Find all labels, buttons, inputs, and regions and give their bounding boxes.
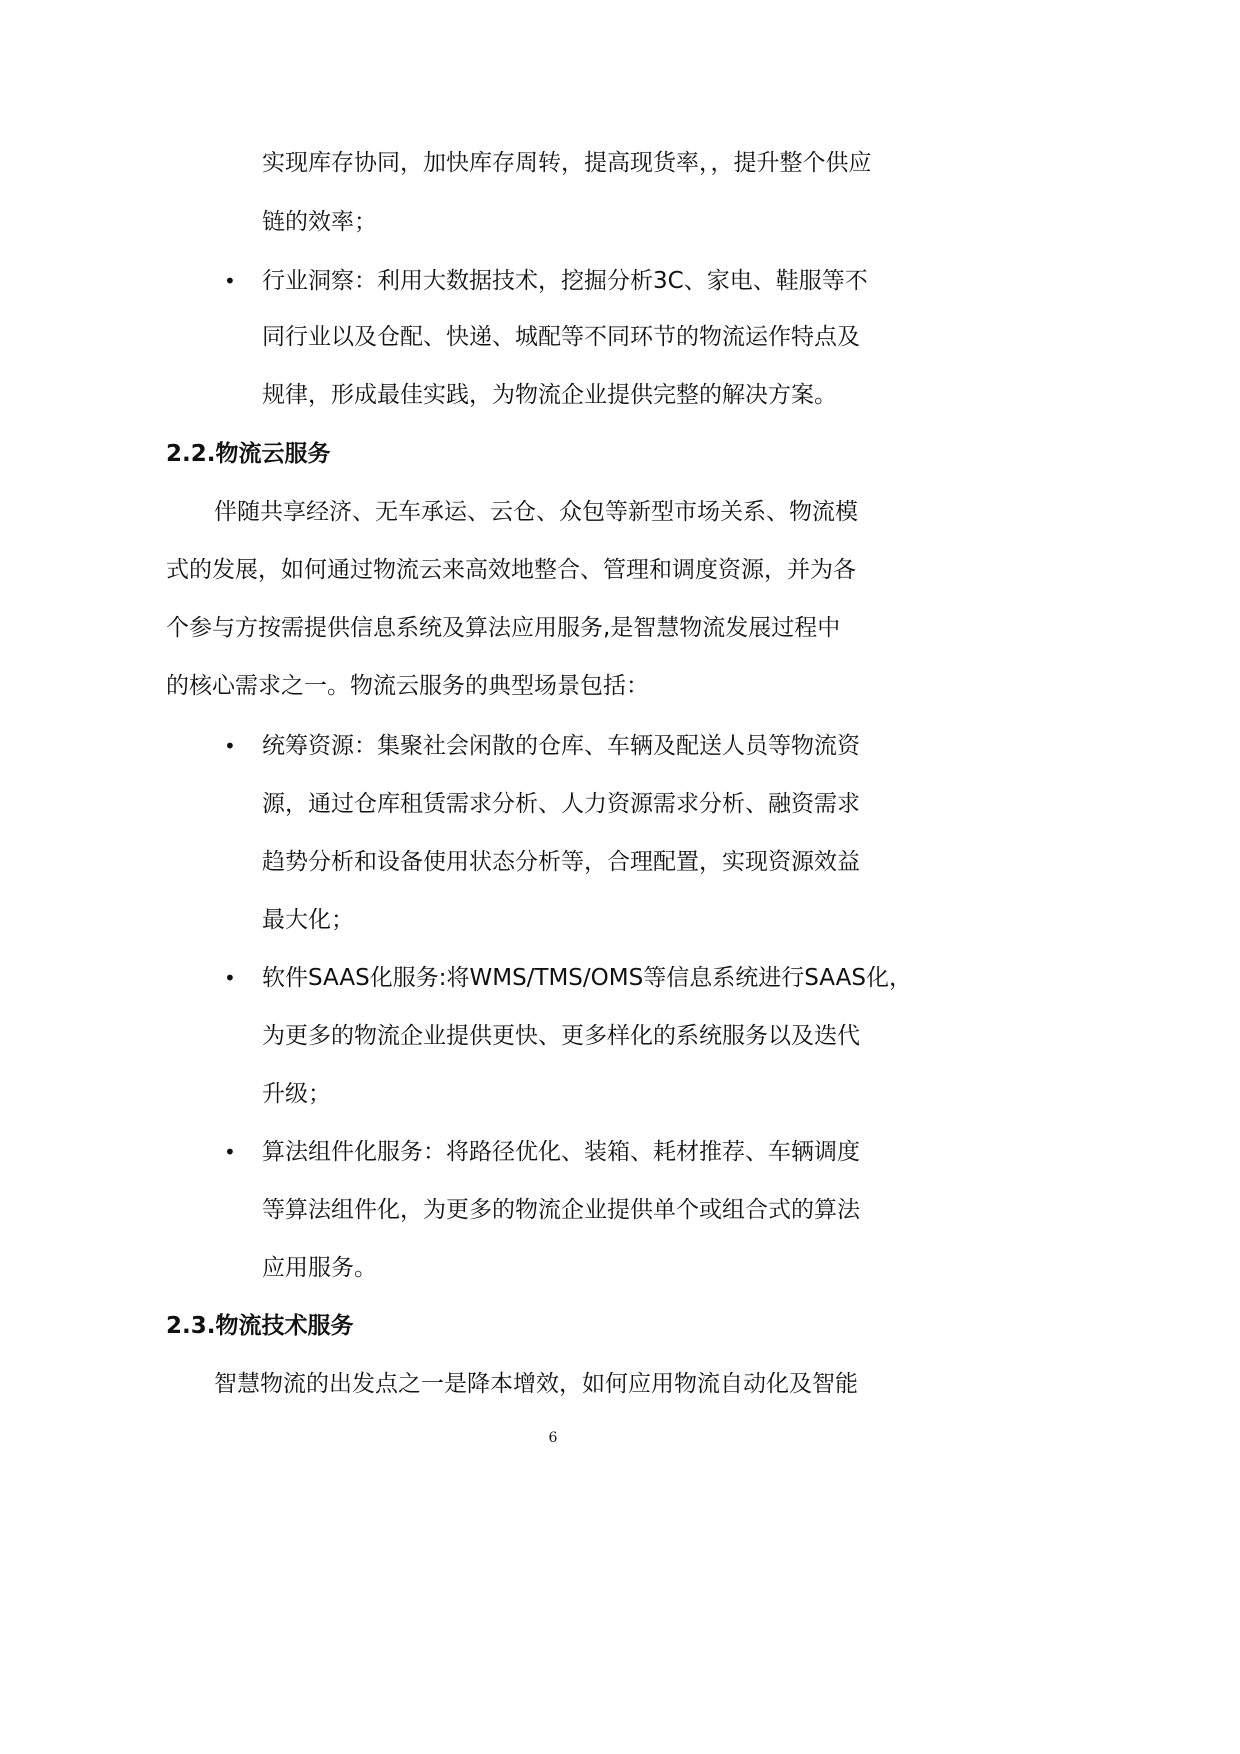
page-number: 6 — [548, 1430, 558, 1446]
list-item-line: 算法组件化服务：将路径优化、装箱、耗材推荐、车辆调度 — [262, 1139, 860, 1165]
list-item-line: 趋势分析和设备使用状态分析等，合理配置，实现资源效益 — [262, 849, 860, 875]
paragraph-line: 智慧物流的出发点之一是降本增效，如何应用物流自动化及智能 — [214, 1371, 858, 1397]
list-item-line: 为更多的物流企业提供更快、更多样化的系统服务以及迭代 — [262, 1023, 860, 1049]
list-item-line: 行业洞察：利用大数据技术，挖掘分析3C、家电、鞋服等不 — [262, 268, 868, 294]
bullet-icon: • — [224, 269, 236, 293]
paragraph-line: 式的发展，如何通过物流云来高效地整合、管理和调度资源，并为各 — [166, 557, 856, 583]
bullet-icon: • — [224, 1140, 236, 1164]
list-item-line: 升级； — [262, 1081, 331, 1107]
paragraph-line: 个参与方按需提供信息系统及算法应用服务,是智慧物流发展过程中 — [166, 615, 841, 641]
paragraph-line: 的核心需求之一。物流云服务的典型场景包括： — [166, 673, 649, 699]
bullet-icon: • — [224, 966, 236, 990]
bullet-icon: • — [224, 734, 236, 758]
section-heading: 2.3.物流技术服务 — [166, 1313, 354, 1339]
list-item-line: 规律，形成最佳实践，为物流企业提供完整的解决方案。 — [262, 382, 837, 408]
paragraph-line: 链的效率； — [262, 209, 377, 235]
list-item-line: 最大化； — [262, 907, 354, 933]
list-item-line: 软件SAAS化服务:将WMS/TMS/OMS等信息系统进行SAAS化， — [262, 965, 912, 991]
list-item-line: 同行业以及仓配、快递、城配等不同环节的物流运作特点及 — [262, 324, 860, 350]
list-item-line: 统筹资源：集聚社会闲散的仓库、车辆及配送人员等物流资 — [262, 733, 860, 759]
list-item-line: 应用服务。 — [262, 1255, 377, 1281]
paragraph-line: 伴随共享经济、无车承运、云仓、众包等新型市场关系、物流模 — [214, 499, 858, 525]
list-item-line: 等算法组件化，为更多的物流企业提供单个或组合式的算法 — [262, 1197, 860, 1223]
section-heading: 2.2.物流云服务 — [166, 441, 331, 467]
list-item-line: 源，通过仓库租赁需求分析、人力资源需求分析、融资需求 — [262, 791, 860, 817]
paragraph-line: 实现库存协同，加快库存周转，提高现货率，，提升整个供应 — [262, 150, 872, 176]
